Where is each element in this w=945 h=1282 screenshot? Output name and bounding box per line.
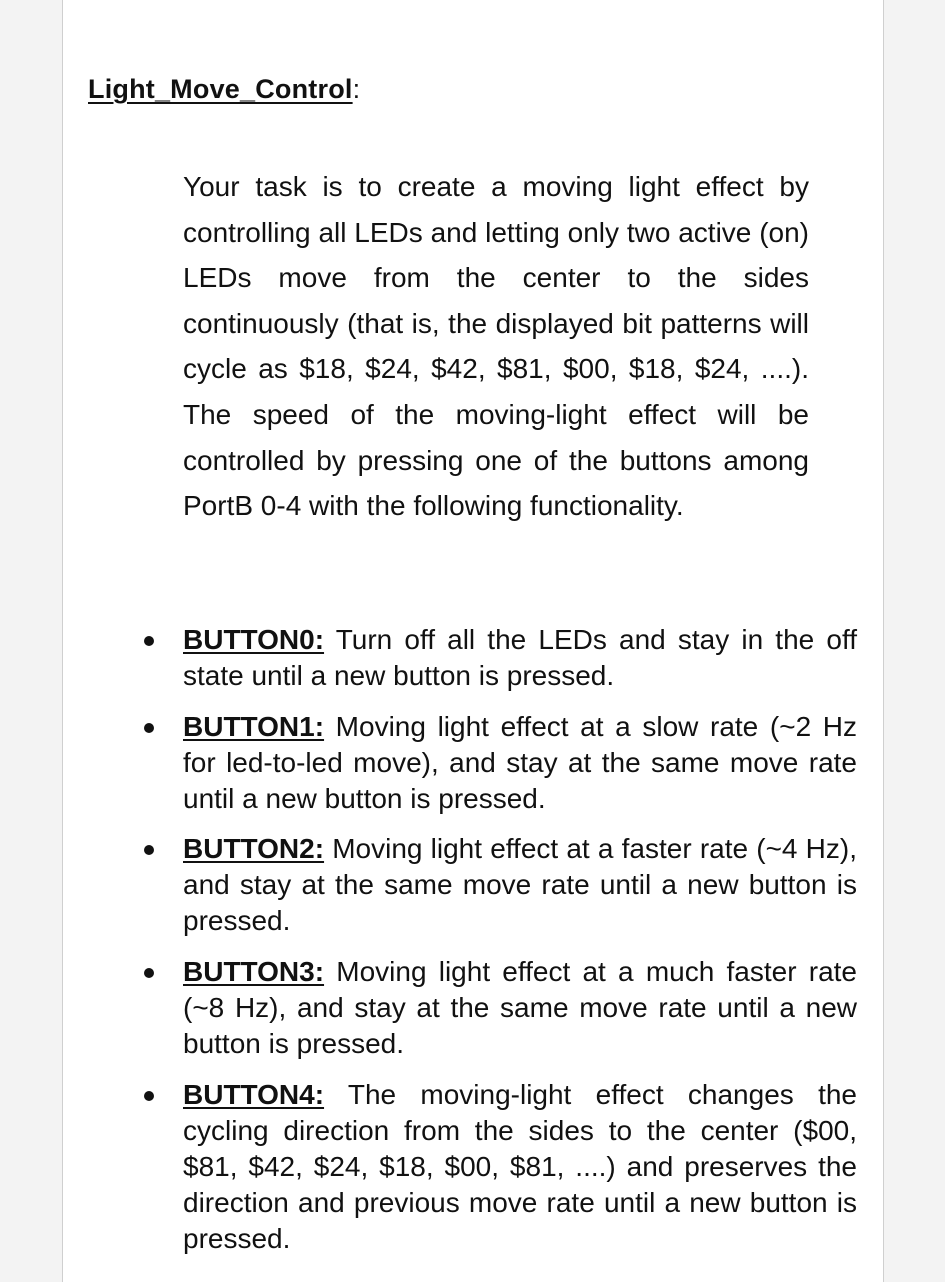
section-title: Light_Move_Control xyxy=(88,74,353,104)
bullet-dot-icon xyxy=(144,636,154,646)
bullet-dot-icon xyxy=(144,1091,154,1101)
intro-paragraph: Your task is to create a moving light effect by controlling all LEDs and letting only two active (on) LEDs move from the center to the sides continuously (that is, the displayed bit patterns will cycle as $18, $24, $42, $81, $00, $18, $24, ....). The speed of the moving-light effect will be controlled by pressing one of the buttons among PortB 0-4 with the following functionality. xyxy=(183,171,809,522)
list-item-button4 xyxy=(183,1077,857,1257)
button-description: Moving light effect at a faster rate (~4 Hz), and stay at the same move rate until a new button is pressed. xyxy=(183,833,857,936)
list-item-button0 xyxy=(183,622,857,694)
button-label: BUTTON4: xyxy=(183,1079,325,1110)
bullet-dot-icon xyxy=(144,845,154,855)
button-description: The moving-light effect changes the cycling direction from the sides to the center ($00, $81, $42, $24, $18, $00, $81, ....) and preserves the direction and previous move rate until a new button is pressed. xyxy=(183,1079,857,1254)
section-heading xyxy=(88,74,360,105)
button-label: BUTTON2: xyxy=(183,833,325,864)
list-item-button3 xyxy=(183,954,857,1062)
button-label: BUTTON3: xyxy=(183,956,325,987)
button-description: Moving light effect at a slow rate (~2 Hz for led-to-led move), and stay at the same move rate until a new button is pressed. xyxy=(183,711,857,814)
bullet-dot-icon xyxy=(144,723,154,733)
list-item-button2 xyxy=(183,831,857,939)
list-item-button1 xyxy=(183,709,857,817)
button-description: Moving light effect at a much faster rate (~8 Hz), and stay at the same move rate until a new button is pressed. xyxy=(183,956,857,1059)
bullet-dot-icon xyxy=(144,968,154,978)
button-label: BUTTON0: xyxy=(183,624,325,655)
button-description: Turn off all the LEDs and stay in the off state until a new button is pressed. xyxy=(183,624,857,691)
section-title-colon: : xyxy=(352,74,361,104)
button-label: BUTTON1: xyxy=(183,711,325,742)
